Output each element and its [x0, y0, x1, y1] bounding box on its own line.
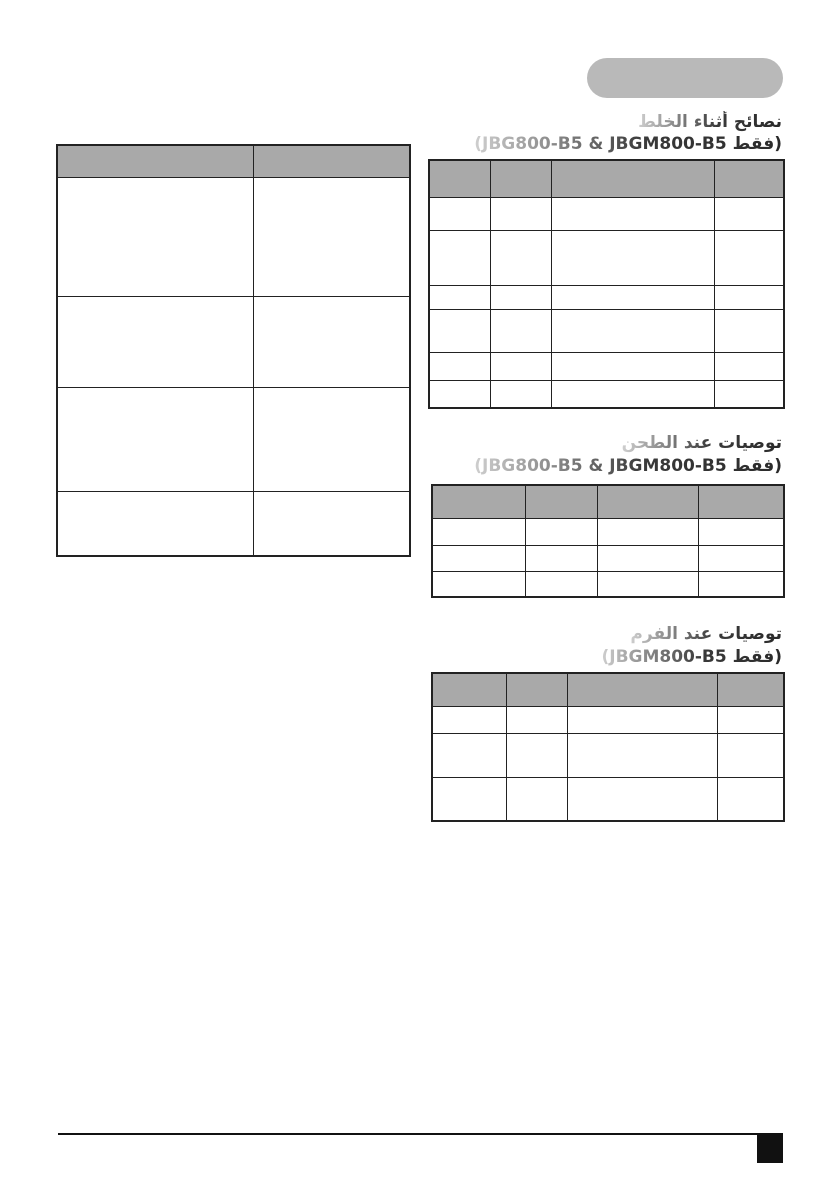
- table-cell: [525, 518, 597, 545]
- table-cell: [714, 197, 784, 230]
- mincing-table: [431, 672, 785, 822]
- table-row: [57, 387, 410, 491]
- language-tab: [587, 58, 783, 98]
- table-cell: [429, 285, 490, 309]
- grinding-table: [431, 484, 785, 598]
- table-cell: [432, 571, 525, 597]
- table-cell: [597, 545, 698, 571]
- troubleshooting-table: [56, 144, 411, 557]
- table-cell: [551, 285, 714, 309]
- table-cell: [429, 309, 490, 352]
- table-header-cell: [432, 673, 506, 706]
- table-cell: [490, 197, 551, 230]
- table-cell: [57, 296, 253, 387]
- table-cell: [714, 285, 784, 309]
- table-row: [429, 230, 784, 285]
- mixing-subtitle: (JBG800-B5 & JBGM800-B5 فقط): [474, 134, 782, 154]
- table-cell: [717, 777, 784, 821]
- table-cell: [551, 309, 714, 352]
- table-cell: [432, 706, 506, 733]
- mincing-title: توصيات عند الفرم: [630, 624, 782, 644]
- table-cell: [490, 352, 551, 380]
- mincing-subtitle: (JBGM800-B5 فقط): [601, 647, 782, 667]
- table-cell: [253, 491, 410, 556]
- table-cell: [490, 285, 551, 309]
- table-cell: [567, 706, 717, 733]
- table-header-cell: [698, 485, 784, 518]
- table-header-cell: [57, 145, 253, 177]
- table-cell: [551, 352, 714, 380]
- table-header-cell: [714, 160, 784, 197]
- table-cell: [429, 197, 490, 230]
- table-cell: [490, 380, 551, 408]
- table-cell: [506, 706, 567, 733]
- table-row: [432, 545, 784, 571]
- table-cell: [253, 296, 410, 387]
- table-cell: [551, 230, 714, 285]
- grinding-title: توصيات عند الطحن: [621, 433, 782, 453]
- table-cell: [525, 571, 597, 597]
- table-cell: [57, 387, 253, 491]
- table-cell: [717, 706, 784, 733]
- table-cell: [432, 733, 506, 777]
- table-header-cell: [551, 160, 714, 197]
- table-cell: [551, 197, 714, 230]
- table-row: [432, 733, 784, 777]
- table-row: [57, 177, 410, 296]
- table-cell: [714, 230, 784, 285]
- table-cell: [432, 777, 506, 821]
- footer-rule: [58, 1133, 758, 1135]
- table-cell: [567, 777, 717, 821]
- table-cell: [597, 518, 698, 545]
- table-header-cell: [597, 485, 698, 518]
- table-cell: [490, 230, 551, 285]
- table-cell: [57, 491, 253, 556]
- table-row: [429, 352, 784, 380]
- table-header-row: [429, 160, 784, 197]
- table-cell: [698, 571, 784, 597]
- table-row: [432, 518, 784, 545]
- table-cell: [506, 777, 567, 821]
- table-cell: [429, 380, 490, 408]
- grinding-subtitle: (JBG800-B5 & JBGM800-B5 فقط): [474, 456, 782, 476]
- table-header-cell: [490, 160, 551, 197]
- table-header-cell: [432, 485, 525, 518]
- table-header-row: [57, 145, 410, 177]
- table-header-cell: [253, 145, 410, 177]
- table-header-row: [432, 673, 784, 706]
- table-row: [432, 706, 784, 733]
- table-header-cell: [525, 485, 597, 518]
- table-row: [432, 571, 784, 597]
- mixing-title: نصائح أثناء الخلط: [638, 112, 782, 132]
- table-cell: [429, 230, 490, 285]
- mixing-table: [428, 159, 785, 409]
- table-header-cell: [429, 160, 490, 197]
- table-cell: [429, 352, 490, 380]
- table-header-cell: [717, 673, 784, 706]
- table-cell: [253, 177, 410, 296]
- table-cell: [57, 177, 253, 296]
- table-row: [57, 491, 410, 556]
- table-row: [432, 777, 784, 821]
- table-header-row: [432, 485, 784, 518]
- table-row: [429, 309, 784, 352]
- table-cell: [714, 380, 784, 408]
- table-cell: [432, 518, 525, 545]
- table-cell: [432, 545, 525, 571]
- table-cell: [253, 387, 410, 491]
- table-cell: [567, 733, 717, 777]
- table-cell: [714, 309, 784, 352]
- table-row: [429, 380, 784, 408]
- table-cell: [506, 733, 567, 777]
- table-row: [57, 296, 410, 387]
- table-cell: [714, 352, 784, 380]
- table-cell: [717, 733, 784, 777]
- table-cell: [597, 571, 698, 597]
- table-cell: [698, 518, 784, 545]
- table-cell: [698, 545, 784, 571]
- table-header-cell: [506, 673, 567, 706]
- page-number-box: [757, 1133, 783, 1163]
- table-header-cell: [567, 673, 717, 706]
- table-cell: [525, 545, 597, 571]
- table-cell: [551, 380, 714, 408]
- table-cell: [490, 309, 551, 352]
- table-row: [429, 285, 784, 309]
- table-row: [429, 197, 784, 230]
